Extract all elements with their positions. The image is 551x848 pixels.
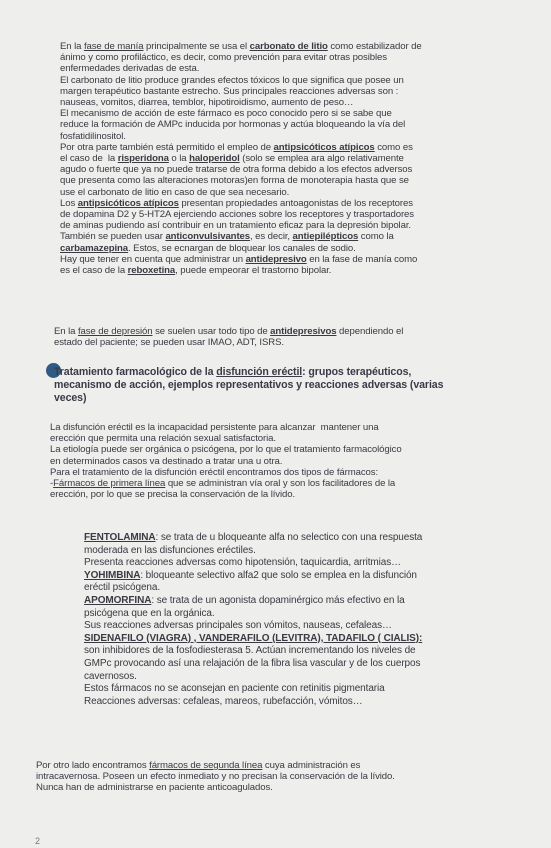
text-segment: (solo se emplea ara algo relativamente xyxy=(239,153,404,165)
text-segment: carbamazepina xyxy=(60,242,129,254)
text-segment: fase de depresión xyxy=(77,326,153,337)
text-line xyxy=(54,392,443,405)
text-line xyxy=(60,198,422,209)
text-line xyxy=(54,326,403,337)
text-segment: cavernosos. xyxy=(84,670,137,682)
text-segment: GMPc provocando así una relajación de la fibra lisa vascular y de los cuerpos xyxy=(84,657,421,669)
text-line xyxy=(84,633,422,646)
text-segment: reduce la formación de AMPc inducida por hormonas y actúa bloqueando la vía del xyxy=(60,119,406,131)
text-segment: de aminas pudiendo así contribuir en un tratamiento eficaz para la depresión bipolar. xyxy=(60,220,411,232)
text-line xyxy=(84,620,422,633)
text-line xyxy=(60,265,422,276)
text-line xyxy=(50,433,402,444)
text-segment: antipsicóticos atípicos xyxy=(273,141,375,153)
text-segment: antidepresivos xyxy=(270,326,337,337)
text-line xyxy=(36,782,395,793)
page-number: 2 xyxy=(35,836,41,846)
text-segment: eréctil psicógena. xyxy=(84,582,161,594)
text-segment: : grupos terapéuticos, xyxy=(302,366,412,378)
text-segment: en determinados casos va destinado a tratar una u otra. xyxy=(50,455,283,467)
text-line xyxy=(36,771,395,782)
text-line xyxy=(60,52,422,63)
text-line xyxy=(60,119,422,130)
text-line xyxy=(60,220,422,231)
text-line xyxy=(50,456,402,467)
text-segment: Presenta reacciones adversas como hipotensión, taquicardia, arritmias… xyxy=(84,557,402,569)
text-segment: APOMORFINA xyxy=(84,594,152,606)
text-segment: ánimo y como profiláctico, es decir, como prevención para evitar otras posibles xyxy=(60,52,387,64)
text-segment: YOHIMBINA xyxy=(84,569,141,581)
text-segment: risperidona xyxy=(117,153,169,165)
text-line xyxy=(50,489,402,500)
text-line xyxy=(60,108,422,119)
text-segment: psicógena que en la orgánica. xyxy=(84,607,215,619)
paragraph-depresion xyxy=(54,326,403,348)
section-heading xyxy=(54,366,443,405)
text-line xyxy=(60,97,422,108)
text-line xyxy=(50,467,402,478)
text-segment: enfermedades derivadas de esta. xyxy=(60,63,200,75)
text-segment: fármacos de segunda línea xyxy=(149,760,263,771)
text-segment: agudo o fuerte que ya no puede tratarse de otra forma debido a los efectos adversos xyxy=(60,164,413,176)
text-line xyxy=(36,760,395,771)
text-segment: Los xyxy=(60,197,78,209)
text-line xyxy=(60,254,422,265)
text-segment: , es decir, xyxy=(250,231,293,243)
text-line xyxy=(60,187,422,198)
text-segment: . Estos, se ecnargan de bloquear los canales de sodio. xyxy=(128,242,356,254)
text-line xyxy=(60,243,422,254)
text-line xyxy=(60,75,422,86)
paragraph-disfuncion xyxy=(50,422,402,500)
text-segment: Fármacos de primera línea xyxy=(53,478,166,490)
text-segment: En la xyxy=(60,41,84,52)
text-line xyxy=(60,142,422,153)
text-segment: de dopamina D2 y 5-HT2A ejerciendo acciones sobre los receptores y trasportadores xyxy=(60,209,414,221)
text-segment: que se administran vía oral y son los facilitadores de la xyxy=(165,478,396,490)
text-segment: como la xyxy=(358,231,394,243)
text-segment: estado del paciente; se pueden usar IMAO, ADT, ISRS. xyxy=(54,337,284,349)
text-segment: antiepilépticos xyxy=(292,231,359,243)
text-line xyxy=(60,86,422,97)
text-segment: principalmente se usa el xyxy=(143,41,250,52)
text-segment: dependiendo el xyxy=(336,326,404,337)
text-segment: en la fase de manía como xyxy=(306,253,418,265)
text-segment: Por otro lado encontramos xyxy=(36,760,150,771)
text-segment: intracavernosa. Poseen un efecto inmediato y no precisan la conservación de la lívido. xyxy=(36,771,395,783)
text-line xyxy=(60,231,422,242)
text-segment: Por otra parte también está permitido el empleo de xyxy=(60,141,274,153)
text-line xyxy=(84,545,422,558)
text-line xyxy=(60,209,422,220)
text-line xyxy=(50,444,402,455)
text-segment: como es xyxy=(374,141,413,153)
text-segment: veces) xyxy=(54,392,87,404)
text-line xyxy=(84,532,422,545)
text-segment: el caso de la xyxy=(60,153,118,165)
text-segment: se suelen usar todo tipo de xyxy=(152,326,271,337)
text-segment: como estabilizador de xyxy=(327,41,422,52)
text-line xyxy=(84,595,422,608)
text-line xyxy=(84,696,422,709)
text-segment: que presenta como las alteraciones motoras)en forma de monoterapia hasta que se xyxy=(60,175,409,187)
text-line xyxy=(60,131,422,142)
text-line xyxy=(84,645,422,658)
text-segment: En la xyxy=(54,326,78,337)
text-line xyxy=(84,683,422,696)
text-line xyxy=(54,379,443,392)
text-line xyxy=(60,175,422,186)
text-segment: : se trata de un agonista dopaminérgico más efectivo en la xyxy=(151,594,405,606)
text-segment: moderada en las disfunciones eréctiles. xyxy=(84,544,256,556)
text-segment: antidepresivo xyxy=(245,253,307,265)
text-line xyxy=(60,41,422,52)
text-segment: son inhibidores de la fosfodiesterasa 5. Actúan incrementando los niveles de xyxy=(84,645,416,657)
drug-list xyxy=(84,532,422,708)
text-segment: También se pueden usar xyxy=(60,231,166,243)
text-segment: : bloqueante selectivo alfa2 que solo se emplea en la disfunción xyxy=(140,569,417,581)
text-line xyxy=(50,478,402,489)
text-line xyxy=(84,608,422,621)
text-segment: carbonato de litio xyxy=(249,41,328,52)
text-segment: La etiología puede ser orgánica o psicógena, por lo que el tratamiento farmacológico xyxy=(50,444,402,456)
text-segment: erección que permita una relación sexual satisfactoria. xyxy=(50,433,276,445)
text-segment: o la xyxy=(168,153,190,165)
text-segment: presentan propiedades antoagonistas de los receptores xyxy=(178,197,413,209)
text-segment: - xyxy=(50,478,54,490)
text-segment: Nunca han de administrarse en paciente anticoagulados. xyxy=(36,782,273,794)
text-segment: reboxetina xyxy=(127,265,176,277)
text-line xyxy=(54,366,443,379)
text-segment: : se trata de u bloqueante alfa no selectico con una respuesta xyxy=(155,532,423,543)
text-line xyxy=(84,557,422,570)
text-segment: use el carbonato de litio en caso de que sea necesario. xyxy=(60,186,290,198)
text-line xyxy=(54,337,403,348)
text-segment: cuya administración es xyxy=(262,760,361,771)
text-line xyxy=(84,658,422,671)
text-segment: fosfatidilinositol. xyxy=(60,130,126,142)
text-segment: El carbonato de litio produce grandes efectos tóxicos lo que significa que posee un xyxy=(60,74,404,86)
paragraph-mania xyxy=(60,41,422,276)
text-segment: FENTOLAMINA xyxy=(84,532,156,543)
text-line xyxy=(60,164,422,175)
text-line xyxy=(50,422,402,433)
text-segment: Reacciones adversas: cefaleas, mareos, rubefacción, vómitos… xyxy=(84,695,363,707)
text-segment: , puede empeorar el trastorno bipolar. xyxy=(175,265,332,277)
text-line xyxy=(84,671,422,684)
text-segment: Hay que tener en cuenta que administrar un xyxy=(60,253,246,265)
text-segment: Sus reacciones adversas principales son vómitos, nauseas, cefaleas… xyxy=(84,620,392,632)
text-segment: disfunción eréctil xyxy=(216,366,303,378)
text-line xyxy=(60,63,422,74)
paragraph-segunda-linea xyxy=(36,760,395,794)
text-segment: margen terapéutico bastante estrecho. Sus principales reacciones adversas son : xyxy=(60,85,399,97)
text-segment: Para el tratamiento de la disfunción eréctil encontramos dos tipos de fármacos: xyxy=(50,466,379,478)
text-segment: SIDENAFILO (VIAGRA) , VANDERAFILO (LEVITRA), TADAFILO ( CIALIS): xyxy=(84,632,423,644)
text-segment: mecanismo de acción, ejemplos representativos y reacciones adversas (varias xyxy=(54,379,444,391)
text-line xyxy=(84,570,422,583)
text-segment: erección, por lo que se precisa la conservación de la lívido. xyxy=(50,489,296,501)
text-segment: es el caso de la xyxy=(60,265,128,277)
text-segment: fase de manía xyxy=(83,41,144,52)
text-line xyxy=(84,582,422,595)
text-segment: nauseas, vomitos, diarrea, temblor, hipotiroidismo, aumento de peso… xyxy=(60,97,354,109)
text-segment: El mecanismo de acción de este fármaco es poco conocido pero si se sabe que xyxy=(60,108,392,120)
text-segment: La disfunción eréctil es la incapacidad persistente para alcanzar mantener una xyxy=(50,422,379,433)
text-segment: Estos fármacos no se aconsejan en paciente con retinitis pigmentaria xyxy=(84,683,385,695)
text-segment: anticonvulsivantes xyxy=(165,231,251,243)
text-segment: haloperidol xyxy=(189,153,240,165)
text-line xyxy=(60,153,422,164)
text-segment: antipsicóticos atípicos xyxy=(77,197,179,209)
text-segment: Tratamiento farmacológico de la xyxy=(54,366,217,378)
